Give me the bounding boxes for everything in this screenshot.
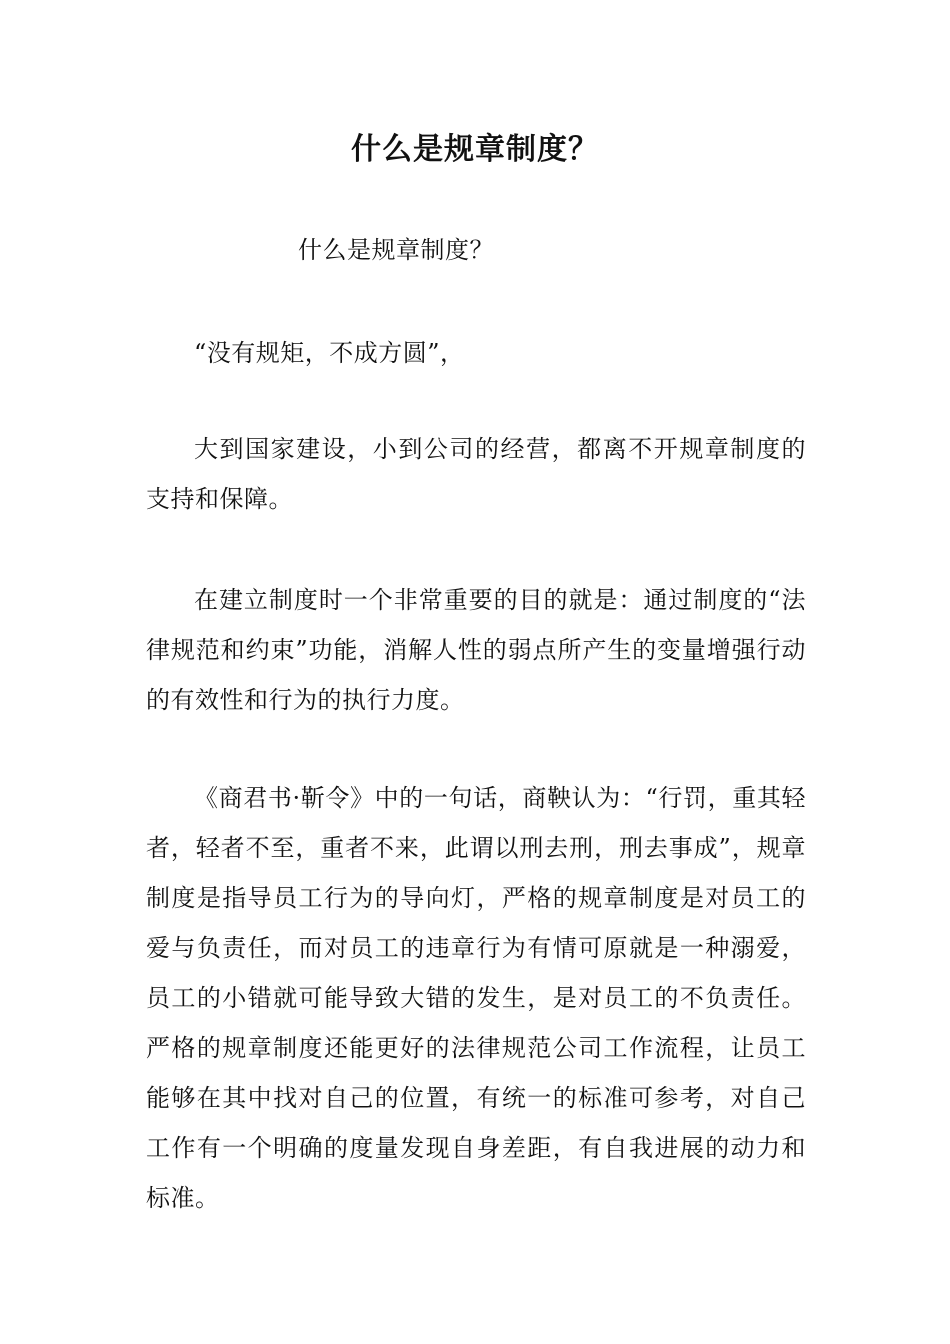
paragraph-4: 《商君书·靳令》中的一句话，商鞅认为：“行罚，重其轻者，轻者不至，重者不来，此谓以刑去刑，刑去事成”，规章制度是指导员工行为的导向灯，严格的规章制度是对员工的爱与负责任，而对员工的违章行为有情可原就是一种溺爱，员工的小错就可能导致大错的发生，是对员工的不负责任。严格的规章制度还能更好的法律规范公司工作流程，让员工能够在其中找对自己的位置，有统一的标准可参考，对自己工作有一个明确的度量发现自身差距，有自我进展的动力和标准。 bbox=[146, 784, 806, 1212]
paragraph-1: “没有规矩，不成方圆”， bbox=[194, 339, 465, 367]
paragraph-3: 在建立制度时一个非常重要的目的就是：通过制度的“法律规范和约束”功能，消解人性的弱点所产生的变量增强行动的有效性和行为的执行力度。 bbox=[146, 586, 806, 714]
document-subtitle: 什么是规章制度？ bbox=[298, 236, 494, 264]
paragraph-2: 大到国家建设，小到公司的经营，都离不开规章制度的支持和保障。 bbox=[146, 435, 806, 513]
document-title: 什么是规章制度？ bbox=[351, 132, 599, 167]
